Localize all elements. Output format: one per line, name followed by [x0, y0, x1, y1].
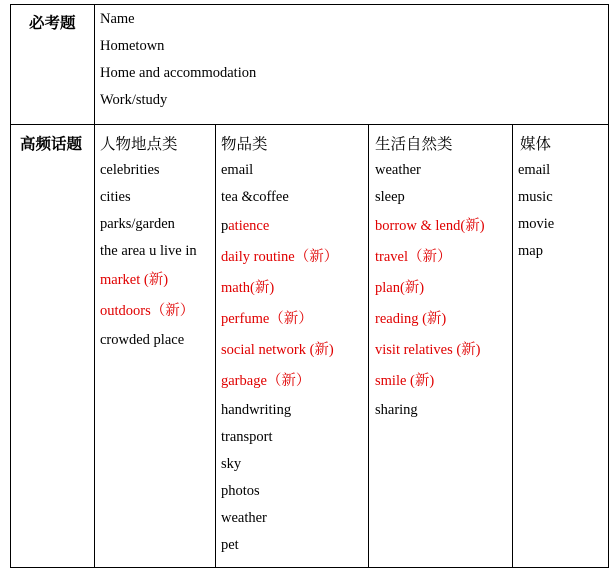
table-border-top: [10, 4, 609, 5]
topic-list-media: [518, 157, 554, 265]
topic-item: garbage（新）: [221, 373, 311, 389]
required-item: Name: [100, 11, 135, 27]
topic-item-prefix: p: [221, 218, 229, 234]
row-divider: [10, 124, 609, 125]
column-header-life-nature: 生活自然类: [375, 136, 453, 153]
topic-item: weather: [375, 162, 421, 178]
topic-item: handwriting: [221, 402, 292, 418]
topic-list-objects: [221, 157, 338, 559]
table-border-bottom: [10, 567, 609, 568]
column-divider: [368, 124, 369, 568]
topic-item: [221, 211, 338, 242]
topic-item: photos: [221, 483, 260, 499]
topic-item: market (新): [100, 272, 169, 288]
topic-item: music: [518, 189, 553, 205]
topic-item: travel（新）: [375, 249, 452, 265]
topic-item: map: [518, 243, 543, 259]
topic-item-rest: atience: [228, 218, 270, 234]
column-divider: [512, 124, 513, 568]
topic-item: smile (新): [375, 373, 435, 389]
column-divider: [215, 124, 216, 568]
topic-item: visit relatives (新): [375, 342, 481, 358]
topic-item: parks/garden: [100, 216, 175, 232]
frequent-label: 高频话题: [20, 136, 83, 153]
topic-item: borrow & lend(新): [375, 218, 485, 234]
required-list: [100, 6, 256, 114]
topic-list-people-places: [100, 157, 197, 354]
topic-item: the area u live in: [100, 243, 197, 259]
required-item: Work/study: [100, 92, 168, 108]
required-item: Home and accommodation: [100, 65, 257, 81]
topic-item: perfume（新）: [221, 311, 313, 327]
topic-item: crowded place: [100, 332, 185, 348]
column-header-objects: 物品类: [221, 136, 268, 153]
topic-item: sharing: [375, 402, 418, 418]
topic-item: daily routine（新）: [221, 249, 339, 265]
topic-item: movie: [518, 216, 555, 232]
topic-item: plan(新): [375, 280, 425, 296]
topic-item: tea &coffee: [221, 189, 289, 205]
topic-item: cities: [100, 189, 131, 205]
topic-item: pet: [221, 537, 239, 553]
topic-list-life-nature: [375, 157, 485, 424]
topic-item: transport: [221, 429, 273, 445]
topic-item: email: [221, 162, 254, 178]
topic-item: math(新): [221, 280, 275, 296]
label-column-divider: [94, 4, 95, 568]
topic-item: weather: [221, 510, 267, 526]
topic-item: sleep: [375, 189, 405, 205]
column-header-people-places: 人物地点类: [100, 136, 178, 153]
topic-item: outdoors（新）: [100, 303, 195, 319]
topic-item: reading (新): [375, 311, 447, 327]
topic-item: sky: [221, 456, 242, 472]
required-item: Hometown: [100, 38, 165, 54]
table-border-left: [10, 4, 11, 568]
required-label: 必考题: [29, 15, 76, 32]
topic-item: social network (新): [221, 342, 334, 358]
column-header-media: 媒体: [520, 136, 552, 153]
table-border-right: [608, 4, 609, 568]
topic-item: email: [518, 162, 551, 178]
topic-item: celebrities: [100, 162, 160, 178]
